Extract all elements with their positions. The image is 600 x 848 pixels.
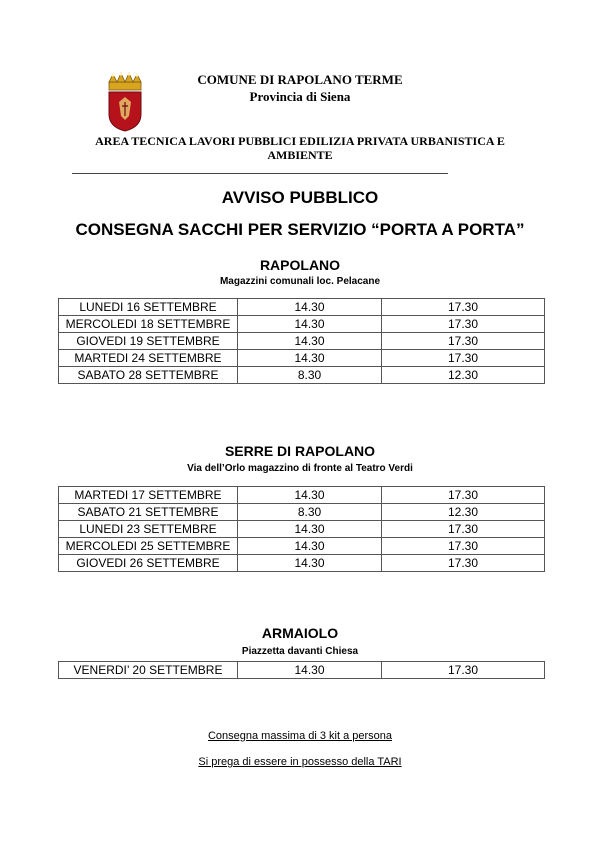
table-row [59,333,545,350]
end-time-cell: 17.30 [382,538,545,555]
end-time-cell: 17.30 [382,555,545,572]
end-time-cell: 17.30 [382,521,545,538]
end-time-cell: 17.30 [382,350,545,367]
day-cell: LUNEDI 16 SETTEMBRE [59,299,238,316]
day-cell: SABATO 21 SETTEMBRE [59,504,238,521]
day-cell: GIOVEDI 26 SETTEMBRE [59,555,238,572]
end-time-cell: 17.30 [382,299,545,316]
section-location-armaiolo: Piazzetta davanti Chiesa [241,646,359,657]
start-time-cell: 14.30 [238,538,382,555]
section-name-armaiolo: ARMAIOLO [261,625,339,641]
end-time-cell: 17.30 [382,662,545,679]
start-time-cell: 14.30 [238,333,382,350]
table-row [59,504,545,521]
day-cell: GIOVEDI 19 SETTEMBRE [59,333,238,350]
kit-limit-note [0,730,600,742]
schedule-table-armaiolo [58,661,545,679]
section-name-serre-di-rapolano: SERRE DI RAPOLANO [224,443,376,459]
table-row [59,367,545,384]
day-cell: SABATO 28 SETTEMBRE [59,367,238,384]
end-time-cell: 17.30 [382,333,545,350]
start-time-cell: 14.30 [238,662,382,679]
section-location-serre-di-rapolano: Via dell’Orlo magazzino di fronte al Teatro Verdi [187,463,413,474]
table-row [59,299,545,316]
table-row [59,487,545,504]
start-time-cell: 14.30 [238,350,382,367]
notice-subtitle: CONSEGNA SACCHI PER SERVIZIO “PORTA A PORTA” [75,220,525,239]
day-cell: MARTEDI 24 SETTEMBRE [59,350,238,367]
day-cell: VENERDI’ 20 SETTEMBRE [59,662,238,679]
department-name: AREA TECNICA LAVORI PUBBLICI EDILIZIA PRIVATA URBANISTICA E AMBIENTE [95,134,505,162]
header-divider [72,173,448,174]
schedule-table-rapolano [58,298,545,384]
section-name-rapolano: RAPOLANO [259,257,341,273]
tari-text: Si prega di essere in possesso della TARI [198,756,402,768]
coat-of-arms-icon [105,72,145,132]
end-time-cell: 17.30 [382,487,545,504]
table-row [59,316,545,333]
start-time-cell: 8.30 [238,504,382,521]
notice-title: AVVISO PUBBLICO [221,188,379,207]
start-time-cell: 14.30 [238,487,382,504]
table-row [59,521,545,538]
day-cell: MARTEDI 17 SETTEMBRE [59,487,238,504]
table-row [59,538,545,555]
end-time-cell: 12.30 [382,367,545,384]
end-time-cell: 12.30 [382,504,545,521]
tari-note [0,756,600,768]
schedule-table-serre-di-rapolano [58,486,545,572]
start-time-cell: 14.30 [238,521,382,538]
day-cell: MERCOLEDI 18 SETTEMBRE [59,316,238,333]
table-row [59,662,545,679]
day-cell: LUNEDI 23 SETTEMBRE [59,521,238,538]
start-time-cell: 14.30 [238,555,382,572]
end-time-cell: 17.30 [382,316,545,333]
kit-limit-text: Consegna massima di 3 kit a persona [207,730,393,742]
start-time-cell: 8.30 [238,367,382,384]
province-name: Provincia di Siena [249,89,351,104]
day-cell: MERCOLEDI 25 SETTEMBRE [59,538,238,555]
start-time-cell: 14.30 [238,316,382,333]
municipality-name: COMUNE DI RAPOLANO TERME [197,72,403,87]
table-row [59,555,545,572]
start-time-cell: 14.30 [238,299,382,316]
section-location-rapolano: Magazzini comunali loc. Pelacane [219,276,381,287]
table-row [59,350,545,367]
